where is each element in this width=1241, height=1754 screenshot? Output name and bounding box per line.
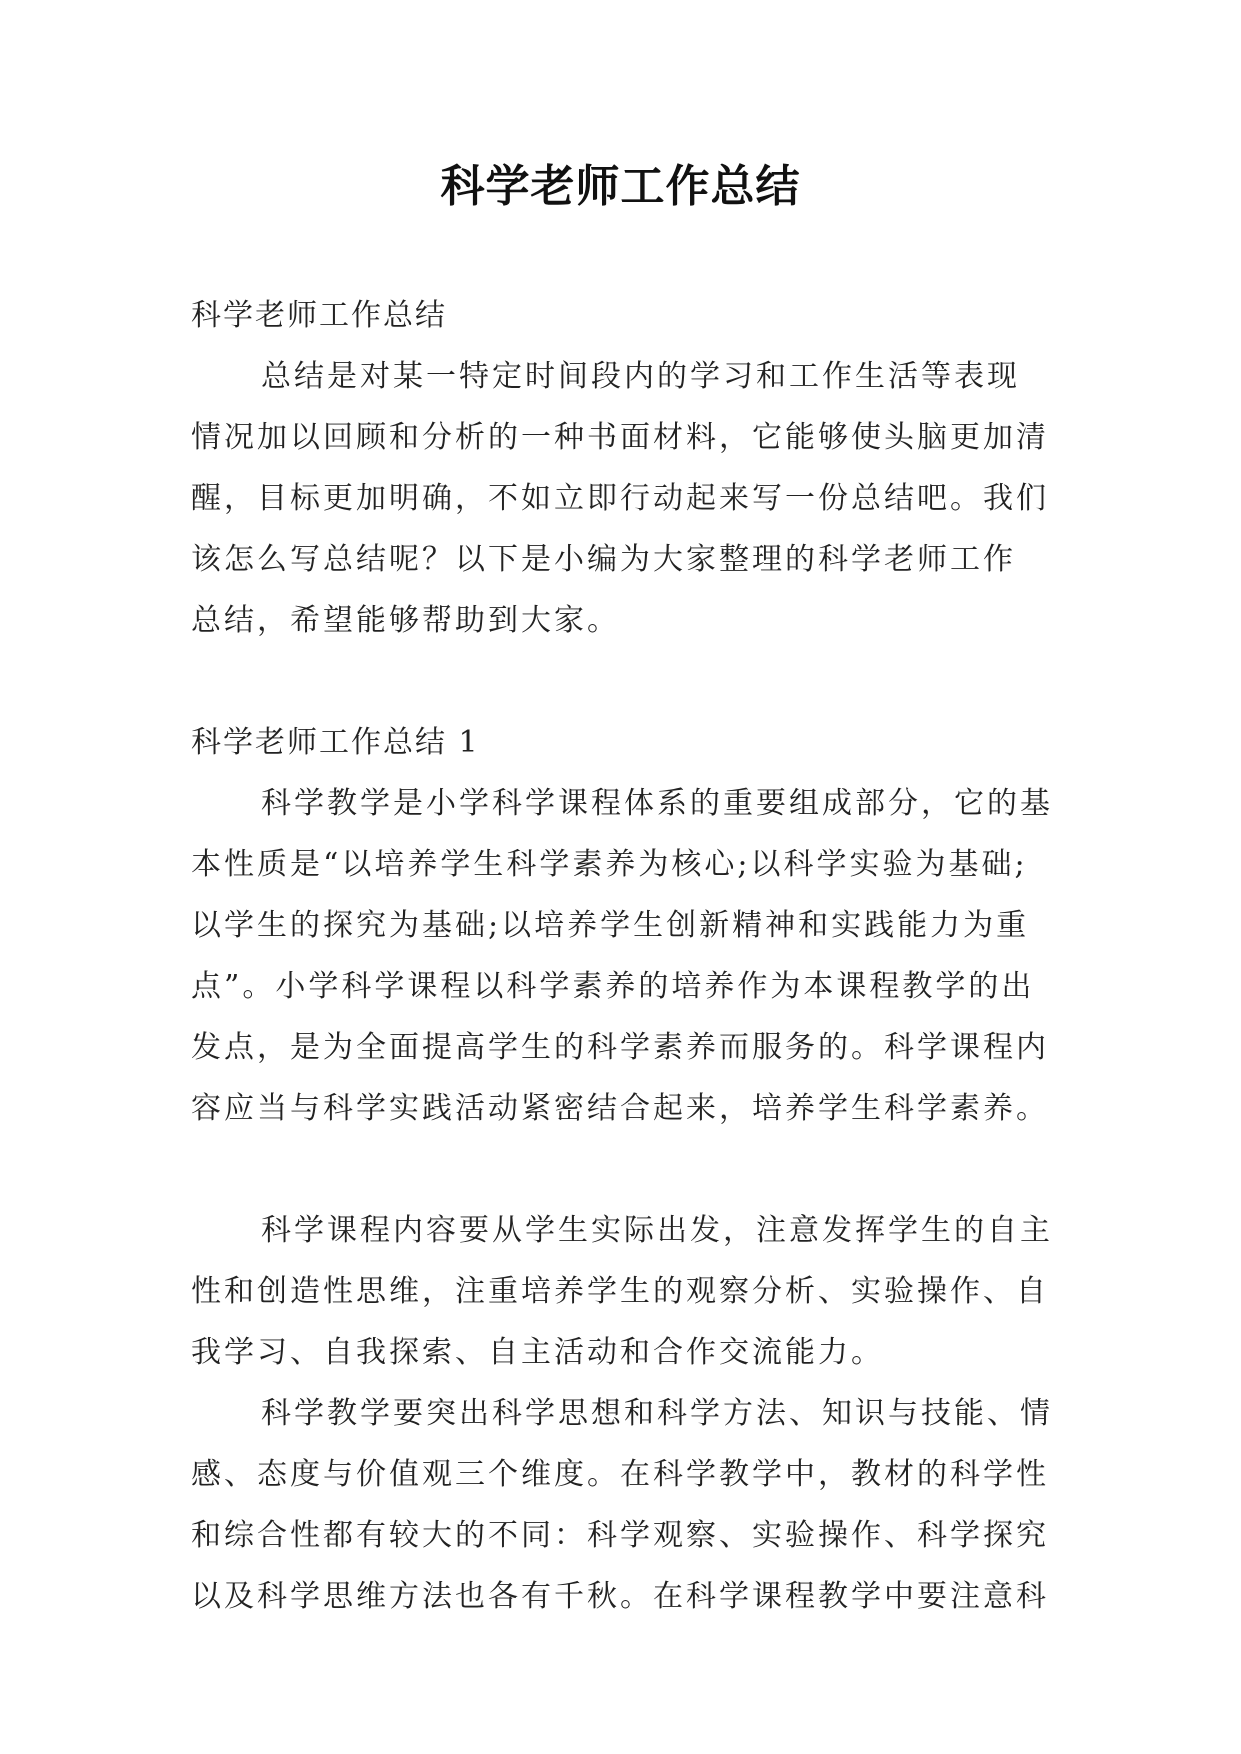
paragraph-line: 科学教学是小学科学课程体系的重要组成部分，它的基 [261, 786, 1053, 821]
paragraph-section1-c [191, 1383, 1071, 1627]
paragraph-line: 和综合性都有较大的不同：科学观察、实验操作、科学探究 [191, 1518, 1049, 1553]
document-title: 科学老师工作总结 [440, 161, 801, 212]
paragraph-line: 点”。小学科学课程以科学素养的培养作为本课程教学的出 [191, 969, 1035, 1004]
blank-line [191, 651, 1071, 712]
paragraph-line: 本性质是“以培养学生科学素养为核心;以科学实验为基础; [191, 847, 1028, 882]
paragraph-line: 发点，是为全面提高学生的科学素养而服务的。科学课程内 [191, 1030, 1049, 1065]
paragraph-line: 总结是对某一特定时间段内的学习和工作生活等表现 [261, 359, 1020, 394]
document-body [191, 285, 1071, 1627]
paragraph-intro [191, 346, 1071, 651]
paragraph-line: 以及科学思维方法也各有千秋。在科学课程教学中要注意科 [191, 1579, 1049, 1614]
paragraph-line: 情况加以回顾和分析的一种书面材料，它能够使头脑更加清 [191, 420, 1049, 455]
paragraph-line: 容应当与科学实践活动紧密结合起来，培养学生科学素养。 [191, 1091, 1049, 1126]
paragraph-section1-b [191, 1200, 1071, 1383]
section-heading-intro: 科学老师工作总结 [191, 298, 447, 333]
paragraph-line: 科学课程内容要从学生实际出发，注意发挥学生的自主 [261, 1213, 1053, 1248]
paragraph-line: 科学教学要突出科学思想和科学方法、知识与技能、情 [261, 1396, 1053, 1431]
section-heading-1: 科学老师工作总结 1 [191, 725, 480, 760]
paragraph-line: 该怎么写总结呢？以下是小编为大家整理的科学老师工作 [191, 542, 1016, 577]
paragraph-line: 以学生的探究为基础;以培养学生创新精神和实践能力为重 [191, 908, 1030, 943]
paragraph-line: 我学习、自我探索、自主活动和合作交流能力。 [191, 1335, 884, 1370]
paragraph-line: 醒，目标更加明确，不如立即行动起来写一份总结吧。我们 [191, 481, 1049, 516]
paragraph-line: 感、态度与价值观三个维度。在科学教学中，教材的科学性 [191, 1457, 1049, 1492]
blank-line [191, 1139, 1071, 1200]
paragraph-section1-a [191, 773, 1071, 1139]
paragraph-line: 性和创造性思维，注重培养学生的观察分析、实验操作、自 [191, 1274, 1049, 1309]
paragraph-line: 总结，希望能够帮助到大家。 [191, 603, 620, 638]
